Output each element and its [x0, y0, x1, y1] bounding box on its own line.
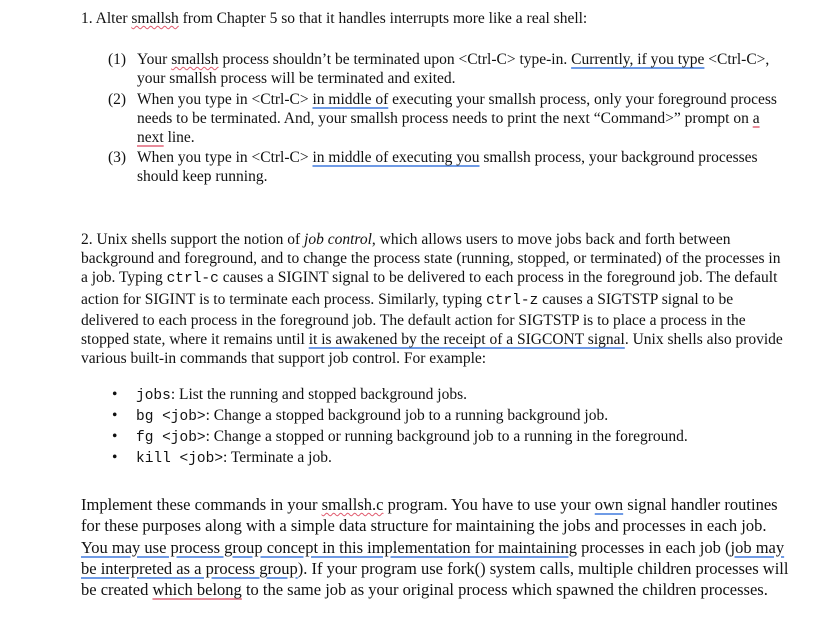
list-item: [112, 405, 688, 426]
question-1-item-3: [108, 148, 788, 186]
proofing-underline: in middle of: [312, 91, 389, 108]
proofing-underline: smallsh.c: [321, 495, 384, 514]
command-code: fg <job>: [136, 430, 206, 446]
q2-ctrl-z: ctrl-z: [486, 292, 539, 309]
item-number: (1): [108, 51, 127, 68]
command-desc: : List the running and stopped background jobs.: [170, 386, 467, 403]
proofing-underline: it is awakened by the receipt of a SIGCONT signal: [308, 331, 625, 349]
proofing-underline: which belong: [152, 580, 242, 600]
q2-text-3: causes a SIGINT signal to be delivered to each process in the foreground job. The default action for SIGINT is to terminate each process. Similarly, typing: [81, 269, 778, 308]
q2-text-2: , which allows users to move jobs back and forth between background and foreground, and to change the process state (running, stopped, or terminated) of the processes in a job. Typing: [81, 231, 781, 287]
list-item: [112, 447, 688, 468]
q2-text-1: 2. Unix shells support the notion of: [81, 231, 305, 248]
question-1-heading: 1. Alter smallsh from Chapter 5 so that it handles interrupts more like a real shell:: [81, 10, 588, 27]
bullet-icon: •: [112, 449, 118, 466]
command-desc: : Change a stopped background job to a running background job.: [205, 407, 609, 424]
item-number: (2): [108, 91, 127, 108]
list-item: [112, 384, 688, 405]
command-list: [112, 384, 688, 468]
command-code: jobs: [136, 388, 171, 404]
proofing-underline: Currently, if you type: [571, 51, 705, 68]
q2-text-4: causes a SIGTSTP signal to be delivered to each process in the foreground job. The default action for SIGTSTP is to place a process in the stopped state, where it remains until it is awakened by the receipt of a SIGCONT signal. Unix shells also provide various built-in commands that support job control. For example:: [81, 290, 783, 368]
proofing-underline: smallsh: [131, 10, 179, 27]
q2-job-control: job control: [304, 231, 372, 248]
proofing-underline: own: [594, 495, 624, 514]
command-desc: : Terminate a job.: [223, 449, 332, 466]
list-item: [112, 426, 688, 447]
command-desc: : Change a stopped or running background job to a running in the foreground.: [205, 428, 688, 445]
item-text: Your smallsh process shouldn’t be terminated upon <Ctrl-C> type-in. Currently, if you type <Ctrl-C>, your smallsh process will be terminated and exited.: [137, 51, 770, 87]
bullet-icon: •: [112, 407, 118, 424]
proofing-underline: in middle of executing you: [312, 149, 480, 166]
implementation-paragraph: Implement these commands in your smallsh.c program. You have to use your own signal handler routines for these purposes along with a simple data structure for maintaining the jobs and processes in each job. You may use process group concept in this implementation for maintaining processes in each job (job may be interpreted as a process group). If your program use fork() system calls, multiple children processes will be created which belong to the same job as your original process which spawned the children processes.: [81, 495, 789, 600]
proofing-underline: smallsh: [171, 51, 219, 68]
proofing-underline: job may be interpreted as a process group: [81, 537, 785, 578]
question-2-paragraph: [81, 230, 786, 368]
item-text: When you type in <Ctrl-C> in middle of executing your smallsh process, only your foreground process needs to be terminated. And, your smallsh process needs to print the next “Command>” prompt on a next line.: [137, 91, 777, 146]
bullet-icon: •: [112, 428, 118, 445]
proofing-underline: a next: [137, 110, 760, 146]
command-code: bg <job>: [136, 409, 206, 425]
item-number: (3): [108, 149, 127, 166]
command-code: kill <job>: [136, 451, 224, 467]
item-text: When you type in <Ctrl-C> in middle of executing you smallsh process, your background processes should keep running.: [137, 149, 758, 185]
proofing-underline: You may use process group concept in this implementation for maintaining: [81, 537, 577, 557]
question-1-item-1: [108, 50, 788, 88]
bullet-icon: •: [112, 386, 118, 403]
q2-ctrl-c: ctrl-c: [166, 271, 219, 288]
question-1-item-2: [108, 90, 788, 147]
